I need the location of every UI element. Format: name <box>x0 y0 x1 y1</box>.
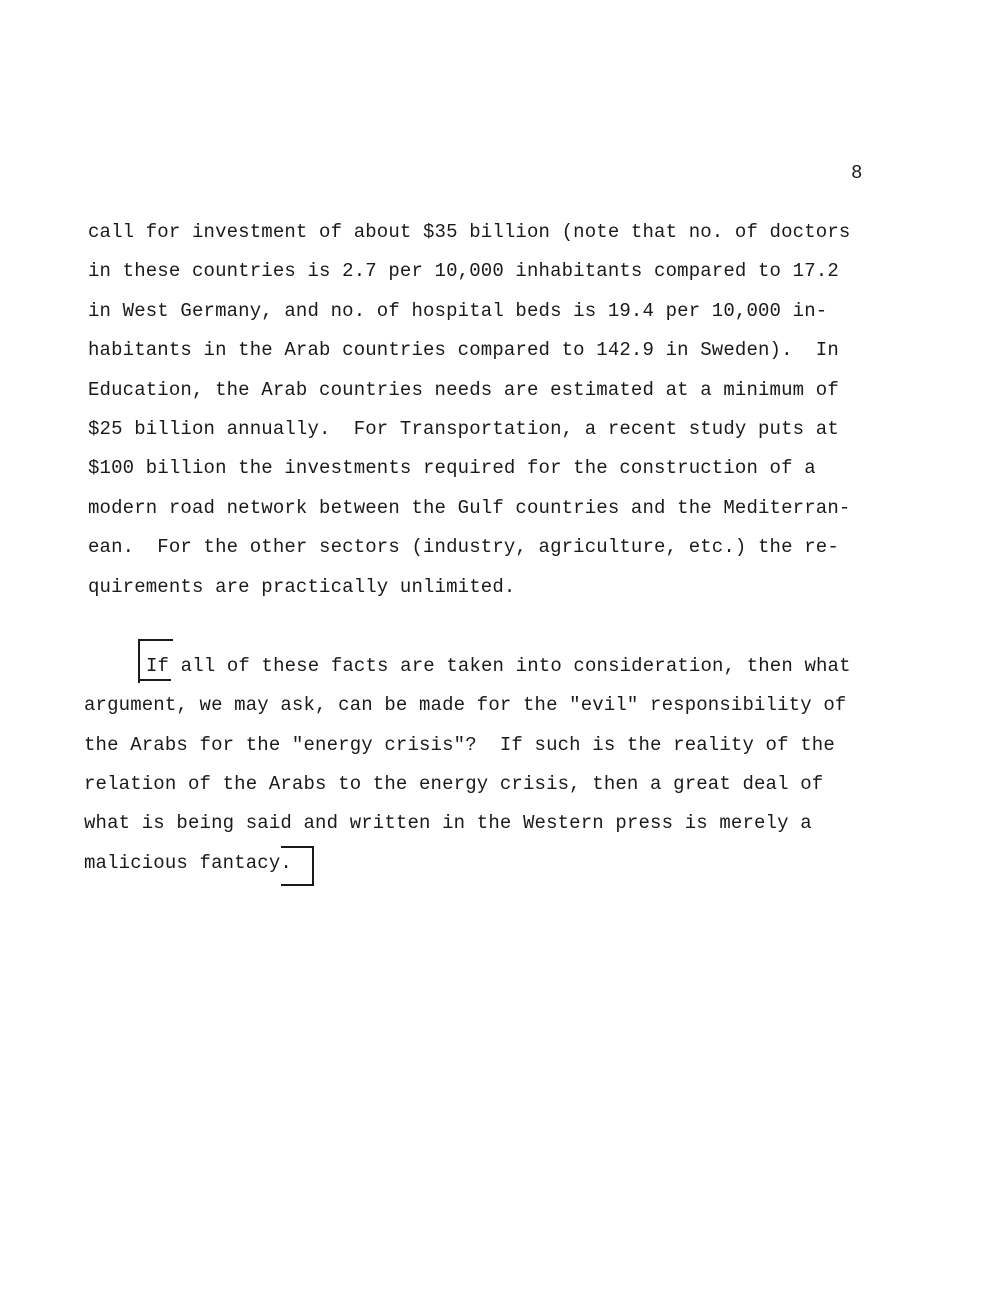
text-line: If all of these facts are taken into consideration, then what <box>146 655 851 677</box>
text-line: $25 billion annually. For Transportation, a recent study puts at <box>88 418 839 440</box>
handwritten-open-bracket-underline <box>138 679 171 681</box>
text-line: in these countries is 2.7 per 10,000 inhabitants compared to 17.2 <box>88 260 839 282</box>
handwritten-close-bracket-overline <box>281 846 312 848</box>
text-line: call for investment of about $35 billion (note that no. of doctors <box>88 221 851 243</box>
text-line: the Arabs for the "energy crisis"? If such is the reality of the <box>84 734 835 756</box>
text-line: ean. For the other sectors (industry, agriculture, etc.) the re- <box>88 536 839 558</box>
text-line: what is being said and written in the Western press is merely a <box>84 812 812 834</box>
handwritten-close-bracket <box>281 846 314 886</box>
text-line: malicious fantacy. <box>84 852 292 874</box>
text-line: Education, the Arab countries needs are estimated at a minimum of <box>88 379 839 401</box>
text-line: relation of the Arabs to the energy crisis, then a great deal of <box>84 773 824 795</box>
handwritten-open-bracket <box>138 639 173 683</box>
text-line: modern road network between the Gulf countries and the Mediterran- <box>88 497 851 519</box>
text-line: quirements are practically unlimited. <box>88 576 516 598</box>
text-line: $100 billion the investments required for the construction of a <box>88 457 816 479</box>
text-line: habitants in the Arab countries compared to 142.9 in Sweden). In <box>88 339 839 361</box>
text-line: argument, we may ask, can be made for the "evil" responsibility of <box>84 694 847 716</box>
page-number: 8 <box>851 162 863 184</box>
text-line: in West Germany, and no. of hospital beds is 19.4 per 10,000 in- <box>88 300 828 322</box>
